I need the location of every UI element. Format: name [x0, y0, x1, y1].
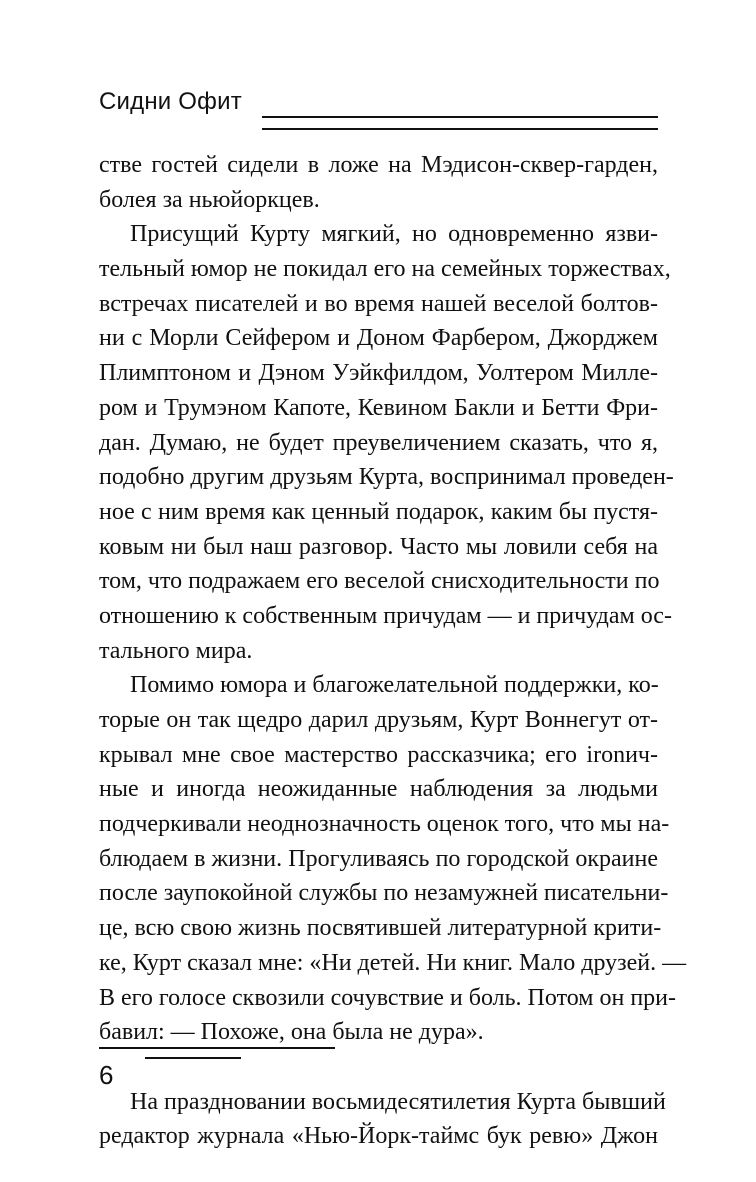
header-rule-top: [262, 116, 658, 118]
text-line: подчеркивали неоднозначность оценок того, что мы на-: [99, 811, 670, 838]
text-line: редактор журнала «Нью-Йорк-таймс бук ревю» Джон: [99, 1123, 658, 1150]
text-line: ковым ни был наш разговор. Часто мы ловили себя на: [99, 533, 658, 560]
text-line: ни с Морли Сейфером и Доном Фарбером, Джорджем: [99, 325, 658, 352]
paragraph-gap: [99, 1050, 658, 1085]
text-line: подобно другим друзьям Курта, воспринимал проведен-: [99, 464, 674, 491]
text-line: отношению к собственным причудам — и причудам ос-: [99, 602, 672, 629]
text-line: Помимо юмора и благожелательной поддержки, ко-: [130, 672, 659, 699]
text-line: том, что подражаем его веселой снисходительности по: [99, 568, 660, 595]
footer-rule-long: [99, 1047, 335, 1049]
header-rule-bottom: [262, 128, 658, 130]
running-head-title: Сидни Офит: [99, 88, 242, 115]
text-line: крывал мне свое мастерство рассказчика; его ironич-: [99, 741, 658, 768]
text-line: встречах писателей и во время нашей веселой болтов-: [99, 290, 658, 317]
text-line: ром и Трумэном Капоте, Кевином Бакли и Бетти Фри-: [99, 394, 658, 421]
footer-rule-short: [145, 1057, 241, 1059]
body-text: [99, 148, 687, 1154]
text-line: после заупокойной службы по незамужней писательни-: [99, 880, 669, 907]
text-line: дан. Думаю, не будет преувеличением сказать, что я,: [99, 429, 658, 456]
text-line: бавил: — Похоже, она была не дура».: [99, 1019, 484, 1046]
text-line: торые он так щедро дарил друзьям, Курт Воннегут от-: [99, 707, 658, 733]
page-number: 6: [99, 1060, 114, 1090]
text-line: тельный юмор не покидал его на семейных торжествах,: [99, 256, 671, 283]
text-line: ное с ним время как ценный подарок, каким бы пустя-: [99, 498, 658, 525]
text-line: В его голосе сквозили сочувствие и боль. Потом он при-: [99, 984, 676, 1011]
text-line: ке, Курт сказал мне: «Ни детей. Ни книг. Мало друзей. —: [99, 949, 687, 976]
text-line: тального мира.: [99, 637, 253, 664]
text-line: На праздновании восьмидесятилетия Курта бывший: [130, 1088, 666, 1115]
text-line: це, всю свою жизнь посвятившей литературной крити-: [99, 915, 662, 942]
text-line: ные и иногда неожиданные наблюдения за людьми: [99, 776, 658, 803]
text-line: Присущий Курту мягкий, но одновременно язви-: [130, 221, 658, 248]
text-line: Плимптоном и Дэном Уэйкфилдом, Уолтером Милле-: [99, 360, 658, 387]
text-line: блюдаем в жизни. Прогуливаясь по городской окраине: [99, 845, 658, 872]
text-line: болея за ньюйоркцев.: [99, 186, 320, 213]
text-line: стве гостей сидели в ложе на Мэдисон-сквер-гарден,: [99, 152, 658, 178]
